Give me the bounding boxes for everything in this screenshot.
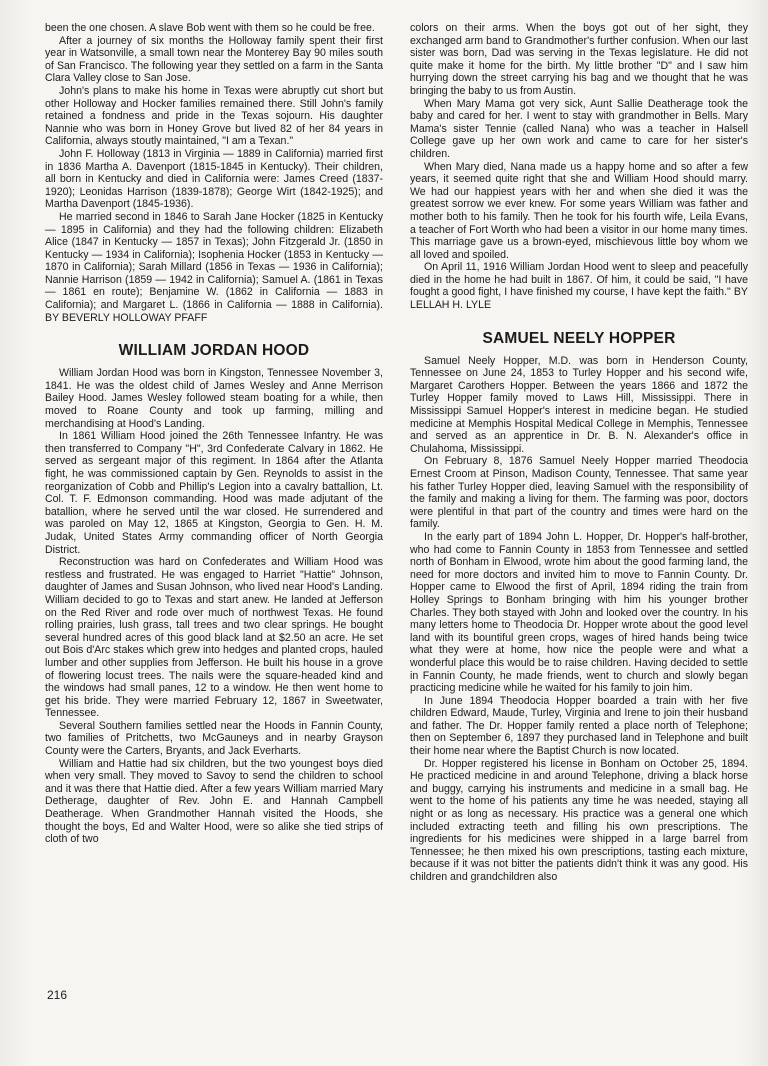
- article-heading-william-jordan-hood: WILLIAM JORDAN HOOD: [118, 342, 310, 360]
- paragraph: When Mary Mama got very sick, Aunt Sallie Deatherage took the baby and cared for her. I went to stay with grandmother in Bells. Mary Mama's sister Tennie (called Nana) who was a teacher in Halsell College gave up her own work and came to care for her sister's children.: [410, 97, 748, 160]
- paragraph: John F. Holloway (1813 in Virginia — 1889 in California) married first in 1836 Martha A. Davenport (1815-1845 in Kentucky). Their children, all born in Kentucky and died in California were: James Creed (1837-1920); Leonidas Harrison (1839-1878); George Wirt (1842-1925); and Martha Davenport (1845-1936).: [45, 147, 383, 211]
- paragraph: Reconstruction was hard on Confederates and William Hood was restless and frustrated. He was engaged to Harriet "Hattie" Johnson, daughter of James and Susan Johnson, who lived near Hood's Landing. William decided to go to Texas and start anew. He landed at Jefferson on the Red River and rode over much of northwest Texas. He found rolling prairies, lush grass, tall trees and two clear springs. He bought several hundred acres of this good black land at $2.50 an acre. He set out Bois d'Arc stakes which grew into hedges and planted crops, hauled lumber and other supplies from Jefferson. He built his house in a grove of flowering locust trees. The nails were the square-headed kind and the windows had small panes, 12 to a window. He then went home to get his bride. They were married February 12, 1867 in Sweetwater, Tennessee.: [45, 556, 383, 720]
- paragraph: William and Hattie had six children, but the two youngest boys died when very small. They moved to Savoy to send the children to school and it was there that Hattie died. After a few years William married Mary Detherage, daughter of Rev. John E. and Hannah Campbell Deatherage. When Grandmother Hannah visited the Hoods, she thought the boys, Ed and Walter Hood, were so alike she tied strips of cloth of two: [45, 757, 383, 846]
- paragraph: Dr. Hopper registered his license in Bonham on October 25, 1894. He practiced medicine in and around Telephone, driving a black horse and buggy, carrying his instruments and medicine in a small bag. He went to the home of his patients any time he was needed, staying all night or as long as necessary. His practice was a general one which included extracting teeth and filling his own prescriptions. The ingredients for his medicines were shipped in a large barrel from Tennessee; he then mixed his own prescriptions, tasting each mixture, because if it was not bitter the patients didn't think it was any good. His children and grandchildren also: [410, 757, 748, 883]
- paragraph: John's plans to make his home in Texas were abruptly cut short but other Holloway and Hocker families remained there. Still John's family retained a fondness and pride in the Texas sojourn. His daughter Nannie who was born in Honey Grove but lived 82 of her 84 years in California, always stoutly maintained, "I am a Texan.": [45, 84, 383, 148]
- article-heading-samuel-neely-hopper: SAMUEL NEELY HOPPER: [482, 329, 676, 347]
- paragraph: William Jordan Hood was born in Kingston, Tennessee November 3, 1841. He was the oldest child of James Wesley and Anne Merrison Bailey Hood. James Wesley followed steam boating for a while, then moved to Roane County and took up farming, milling and merchandising at Hood's Landing.: [45, 367, 383, 430]
- paragraph: Several Southern families settled near the Hoods in Fannin County, two families of Pritchetts, two McGauneys and in nearby Grayson County were the Carters, Bryants, and Jack Everharts.: [45, 719, 383, 758]
- paragraph: In 1861 William Hood joined the 26th Tennessee Infantry. He was then transferred to Company "H", 3rd Confederate Calvary in 1862. He served as sergeant major of this regiment. In 1864 after the Atlanta fight, he was commissioned captain by Gen. Reynolds to assist in the reorganization of Cobb and Phillip's Legion into a cavalry battallion, Lt. Col. T. F. Edmonson commanding. Hood was made adjutant of the batallion, where he served until the war closed. He surrendered and was paroled on May 12, 1865 at Kingston, Georgia to Gen. H. M. Judak, United States Army commanding officer of North Georgia District.: [45, 430, 383, 556]
- paragraph: been the one chosen. A slave Bob went with them so he could be free.: [45, 22, 375, 34]
- paragraph: In June 1894 Theodocia Hopper boarded a train with her five children Edward, Maude, Turley, Virginia and Irene to join their husband and father. The Dr. Hopper family rented a place north of Telephone; then on September 6, 1897 they purchased land in Telephone and built their home near where the Baptist Church is now located.: [410, 694, 748, 758]
- paragraph: When Mary died, Nana made us a happy home and so after a few years, it seemed quite right that she and William Hood should marry. We had our happiest years with her and when she died it was the greatest sorrow we ever knew. For some years William was father and mother both to his family. Then he took for his fourth wife, Leila Evans, a teacher of Fort Worth who had been a visitor in our home many times. This marriage gave us a brown-eyed, mischievous little boy whom we all loved and spoiled.: [410, 160, 748, 261]
- right-column: [410, 22, 748, 884]
- paragraph: On April 11, 1916 William Jordan Hood went to sleep and peacefully died in the home he had built in 1867. Of him, it could be said, "I have fought a good fight, I have finished my course, I have kept the faith." BY LELLAH H. LYLE: [410, 261, 748, 312]
- paragraph: Samuel Neely Hopper, M.D. was born in Henderson County, Tennessee on June 24, 1853 to Turley Hopper and his second wife, Margaret Carothers Hopper. Between the years 1866 and 1872 the Turley Hopper family moved to Laws Hill, Mississippi. There in Mississippi Samuel Hopper's interest in medicine began. He studied medicine at Memphis Hospital Medical College in Memphis, Tennessee and served as an apprentice in Dr. B. N. Alexander's office in Chulahoma, Mississippi.: [410, 354, 748, 455]
- paragraph: In the early part of 1894 John L. Hopper, Dr. Hopper's half-brother, who had come to Fannin County in 1853 from Tennessee and settled north of Bonham in Elwood, wrote him about the good farming land, the need for more doctors and invited him to move to Fannin County. Dr. Hopper came to Elwood the first of April, 1894 riding the train from Holley Springs to Bonham bringing with him his younger brother Charles. They both stayed with John and looked over the country. In his many letters home to Theodocia Dr. Hopper wrote about the good level land with its bountiful green crops, wages of hired hands being twice what they were at home, how nice the people were and what a wonderful place this would be to raise children. Having decided to settle in Fannin County, he made friends, went to church and slowly began practicing medicine while he waited for his family to join him.: [410, 530, 748, 695]
- paragraph: colors on their arms. When the boys got out of her sight, they exchanged arm band to Grandmother's further confusion. When our last sister was born, Dad was serving in the Texas legislature. He did not quite make it home for the birth. My little brother "D" and I saw him hurrying down the street carrying his bag and we thought that he was bringing the baby to us from Austin.: [410, 22, 748, 97]
- paragraph: On February 8, 1876 Samuel Neely Hopper married Theodocia Ernest Croom at Pinson, Madison County, Tennessee. That same year his father Turley Hopper died, leaving Samuel with the responsibility of the family and making a living for them. The farming was poor, doctors were plentiful in that part of the country and times were hard on the family.: [410, 455, 748, 531]
- paragraph: After a journey of six months the Holloway family spent their first year in Watsonville, a small town near the Monterey Bay 90 miles south of San Francisco. The following year they settled on a farm in the Santa Clara Valley close to San Jose.: [45, 34, 383, 85]
- page-number: 216: [47, 988, 68, 1002]
- paragraph: He married second in 1846 to Sarah Jane Hocker (1825 in Kentucky — 1895 in California) and they had the following children: Elizabeth Alice (1847 in Kentucky — 1857 in Texas); John Fitzgerald Jr. (1850 in Kentucky — 1934 in California); Isophenia Hocker (1853 in Kentucky — 1870 in California); Sarah Millard (1856 in Texas — 1936 in California); Nannie Harrison (1859 — 1942 in California); Samuel A. (1861 in Texas — 1861 en route); Benjamine W. (1862 in California — 1883 in California); and Margaret L. (1866 in California — 1888 in California). BY BEVERLY HOLLOWAY PFAFF: [45, 210, 383, 324]
- left-column: [45, 22, 383, 846]
